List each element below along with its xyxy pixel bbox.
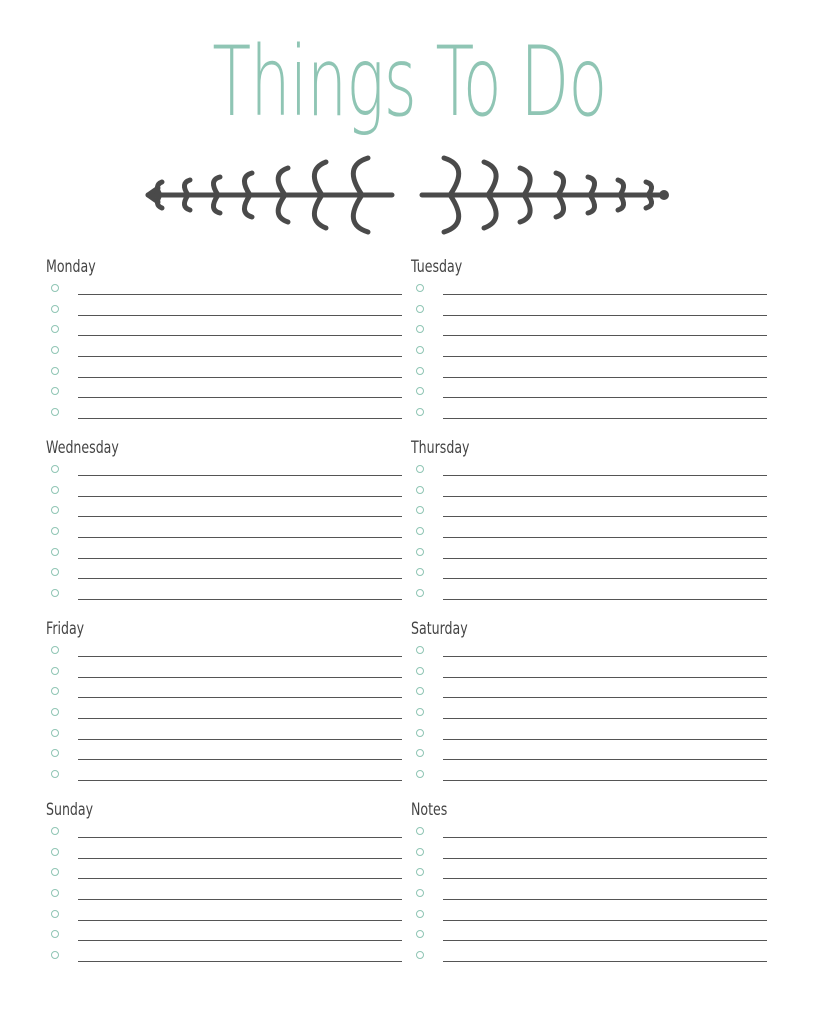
writing-line xyxy=(443,697,767,698)
writing-line xyxy=(443,920,767,921)
list-item xyxy=(412,928,767,949)
writing-line xyxy=(78,315,402,316)
list-item xyxy=(47,282,402,303)
list-item xyxy=(412,504,767,525)
circle-outline-icon xyxy=(51,527,59,535)
writing-line xyxy=(443,677,767,678)
section-label: Sunday xyxy=(46,800,94,820)
circle-outline-icon xyxy=(416,465,424,473)
circle-outline-icon xyxy=(51,548,59,556)
circle-outline-icon xyxy=(416,770,424,778)
list-item xyxy=(47,685,402,706)
list-item xyxy=(412,566,767,587)
circle-outline-icon xyxy=(416,589,424,597)
circle-outline-icon xyxy=(51,486,59,494)
list-item xyxy=(47,846,402,867)
circle-outline-icon xyxy=(51,770,59,778)
list-item xyxy=(47,323,402,344)
circle-outline-icon xyxy=(416,387,424,395)
right-branch xyxy=(422,158,669,232)
circle-outline-icon xyxy=(416,486,424,494)
writing-line xyxy=(443,739,767,740)
list-item xyxy=(412,747,767,768)
list-item xyxy=(412,344,767,365)
writing-line xyxy=(443,940,767,941)
list-item xyxy=(412,908,767,929)
list-item xyxy=(412,768,767,789)
writing-line xyxy=(443,899,767,900)
list-item xyxy=(47,546,402,567)
laurel-branches-icon xyxy=(130,150,690,240)
circle-outline-icon xyxy=(416,367,424,375)
list-item xyxy=(412,866,767,887)
list-item xyxy=(47,406,402,427)
section-notes xyxy=(412,798,767,970)
circle-outline-icon xyxy=(51,827,59,835)
list-item xyxy=(412,525,767,546)
circle-outline-icon xyxy=(51,889,59,897)
circle-outline-icon xyxy=(416,284,424,292)
circle-outline-icon xyxy=(416,827,424,835)
circle-outline-icon xyxy=(416,667,424,675)
section-label: Wednesday xyxy=(46,438,119,458)
writing-line xyxy=(443,780,767,781)
list-item xyxy=(412,644,767,665)
writing-line xyxy=(443,397,767,398)
list-item xyxy=(412,303,767,324)
list-item xyxy=(47,385,402,406)
list-item xyxy=(412,546,767,567)
list-item xyxy=(412,685,767,706)
circle-outline-icon xyxy=(51,408,59,416)
page-title: Things To Do xyxy=(212,26,607,138)
section-label: Notes xyxy=(411,800,448,820)
circle-outline-icon xyxy=(51,930,59,938)
writing-line xyxy=(443,961,767,962)
circle-outline-icon xyxy=(416,930,424,938)
writing-line xyxy=(78,718,402,719)
writing-line xyxy=(78,878,402,879)
list-item xyxy=(47,644,402,665)
writing-line xyxy=(78,780,402,781)
list-item xyxy=(47,908,402,929)
list-item xyxy=(412,385,767,406)
writing-line xyxy=(78,940,402,941)
writing-line xyxy=(443,537,767,538)
section-wednesday xyxy=(47,436,402,608)
list-item xyxy=(47,525,402,546)
circle-outline-icon xyxy=(416,506,424,514)
writing-line xyxy=(443,315,767,316)
circle-outline-icon xyxy=(416,889,424,897)
circle-outline-icon xyxy=(416,305,424,313)
list-item xyxy=(412,282,767,303)
list-item xyxy=(412,949,767,970)
writing-line xyxy=(443,878,767,879)
writing-line xyxy=(443,759,767,760)
circle-outline-icon xyxy=(51,465,59,473)
list-item xyxy=(47,463,402,484)
list-item xyxy=(47,365,402,386)
list-item xyxy=(412,463,767,484)
writing-line xyxy=(443,558,767,559)
writing-line xyxy=(78,516,402,517)
writing-line xyxy=(443,656,767,657)
writing-line xyxy=(78,899,402,900)
circle-outline-icon xyxy=(51,687,59,695)
section-tuesday xyxy=(412,255,767,427)
list-item xyxy=(47,887,402,908)
circle-outline-icon xyxy=(416,548,424,556)
list-item xyxy=(47,825,402,846)
left-branch xyxy=(148,158,392,232)
list-item xyxy=(412,706,767,727)
list-item xyxy=(47,344,402,365)
list-item xyxy=(412,887,767,908)
writing-line xyxy=(443,294,767,295)
circle-outline-icon xyxy=(416,708,424,716)
circle-outline-icon xyxy=(416,527,424,535)
writing-line xyxy=(78,537,402,538)
circle-outline-icon xyxy=(51,325,59,333)
writing-line xyxy=(443,475,767,476)
circle-outline-icon xyxy=(51,729,59,737)
section-friday xyxy=(47,617,402,789)
list-item xyxy=(47,949,402,970)
list-item xyxy=(412,846,767,867)
writing-line xyxy=(78,599,402,600)
circle-outline-icon xyxy=(416,729,424,737)
writing-line xyxy=(443,356,767,357)
circle-outline-icon xyxy=(51,589,59,597)
list-item xyxy=(47,866,402,887)
circle-outline-icon xyxy=(51,910,59,918)
circle-outline-icon xyxy=(416,687,424,695)
circle-outline-icon xyxy=(416,910,424,918)
writing-line xyxy=(443,599,767,600)
circle-outline-icon xyxy=(51,568,59,576)
list-item xyxy=(47,303,402,324)
list-item xyxy=(412,727,767,748)
circle-outline-icon xyxy=(51,868,59,876)
section-label: Monday xyxy=(46,257,96,277)
section-label: Tuesday xyxy=(411,257,463,277)
circle-outline-icon xyxy=(416,868,424,876)
list-item xyxy=(47,587,402,608)
list-item xyxy=(412,365,767,386)
writing-line xyxy=(78,418,402,419)
list-item xyxy=(47,484,402,505)
writing-line xyxy=(78,837,402,838)
circle-outline-icon xyxy=(51,367,59,375)
writing-line xyxy=(78,697,402,698)
section-label: Thursday xyxy=(411,438,470,458)
writing-line xyxy=(78,961,402,962)
writing-line xyxy=(78,739,402,740)
section-label: Friday xyxy=(46,619,85,639)
circle-outline-icon xyxy=(416,749,424,757)
list-item xyxy=(412,587,767,608)
list-item xyxy=(47,706,402,727)
section-monday xyxy=(47,255,402,427)
list-item xyxy=(47,928,402,949)
writing-line xyxy=(443,418,767,419)
writing-line xyxy=(443,837,767,838)
writing-line xyxy=(78,294,402,295)
list-item xyxy=(47,566,402,587)
circle-outline-icon xyxy=(51,346,59,354)
section-saturday xyxy=(412,617,767,789)
writing-line xyxy=(443,718,767,719)
circle-outline-icon xyxy=(51,951,59,959)
circle-outline-icon xyxy=(51,284,59,292)
writing-line xyxy=(78,858,402,859)
circle-outline-icon xyxy=(51,708,59,716)
circle-outline-icon xyxy=(51,646,59,654)
writing-line xyxy=(443,516,767,517)
writing-line xyxy=(78,377,402,378)
list-item xyxy=(412,323,767,344)
list-item xyxy=(412,484,767,505)
list-item xyxy=(412,665,767,686)
circle-outline-icon xyxy=(416,951,424,959)
writing-line xyxy=(78,920,402,921)
section-thursday xyxy=(412,436,767,608)
writing-line xyxy=(78,496,402,497)
list-item xyxy=(412,825,767,846)
writing-line xyxy=(78,356,402,357)
writing-line xyxy=(78,335,402,336)
writing-line xyxy=(443,496,767,497)
writing-line xyxy=(78,677,402,678)
list-item xyxy=(47,727,402,748)
writing-line xyxy=(78,578,402,579)
writing-line xyxy=(78,475,402,476)
writing-line xyxy=(443,335,767,336)
circle-outline-icon xyxy=(51,749,59,757)
writing-line xyxy=(443,377,767,378)
circle-outline-icon xyxy=(51,506,59,514)
list-item xyxy=(47,665,402,686)
writing-line xyxy=(78,656,402,657)
writing-line xyxy=(78,759,402,760)
circle-outline-icon xyxy=(416,848,424,856)
list-item xyxy=(412,406,767,427)
circle-outline-icon xyxy=(51,667,59,675)
circle-outline-icon xyxy=(416,325,424,333)
list-item xyxy=(47,747,402,768)
writing-line xyxy=(443,858,767,859)
circle-outline-icon xyxy=(416,568,424,576)
circle-outline-icon xyxy=(416,646,424,654)
writing-line xyxy=(78,397,402,398)
list-item xyxy=(47,504,402,525)
section-sunday xyxy=(47,798,402,970)
writing-line xyxy=(443,578,767,579)
circle-outline-icon xyxy=(51,387,59,395)
circle-outline-icon xyxy=(416,346,424,354)
circle-outline-icon xyxy=(416,408,424,416)
circle-outline-icon xyxy=(51,305,59,313)
circle-outline-icon xyxy=(51,848,59,856)
list-item xyxy=(47,768,402,789)
section-label: Saturday xyxy=(411,619,468,639)
writing-line xyxy=(78,558,402,559)
